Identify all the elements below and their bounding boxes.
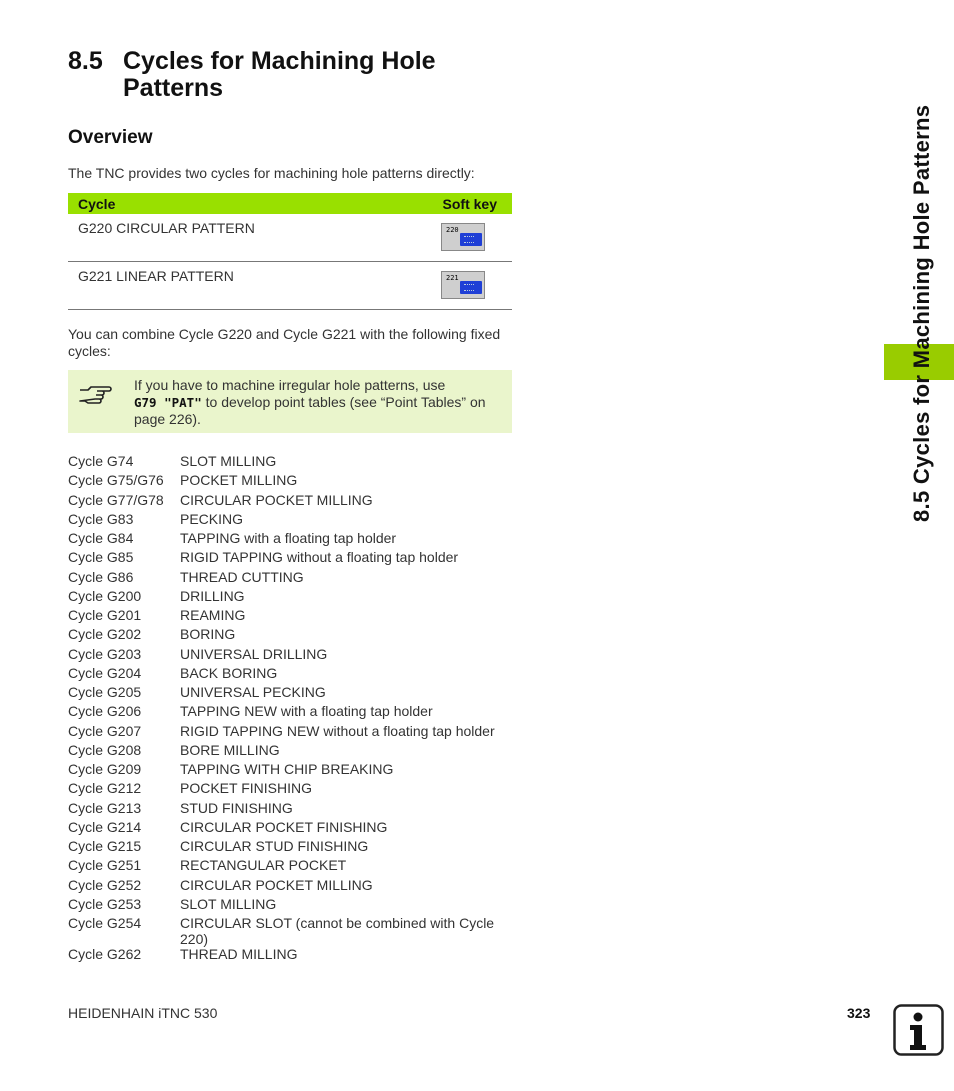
cycle-name: RIGID TAPPING without a floating tap holder bbox=[180, 549, 459, 566]
cycle-name: REAMING bbox=[180, 607, 246, 623]
cycle-name: RECTANGULAR POCKET bbox=[180, 857, 347, 874]
cycle-number: Cycle G252 bbox=[68, 876, 142, 893]
cycle-row bbox=[68, 473, 518, 492]
cycle-name: SLOT MILLING bbox=[180, 453, 277, 469]
cycle-name: TAPPING WITH CHIP BREAKING bbox=[180, 761, 394, 777]
workpiece-block-icon bbox=[460, 281, 482, 294]
cycle-number: Cycle G201 bbox=[68, 607, 142, 623]
note-code: G79 "PAT" bbox=[134, 394, 202, 410]
pointing-hand-icon bbox=[78, 378, 112, 408]
footer-product: HEIDENHAIN iTNC 530 bbox=[68, 1005, 218, 1021]
cycle-number: Cycle G202 bbox=[68, 626, 142, 643]
cycle-number: Cycle G74 bbox=[68, 453, 134, 469]
cycle-row bbox=[68, 608, 518, 627]
cycle-name: CIRCULAR STUD FINISHING bbox=[180, 838, 369, 854]
cycle-name: UNIVERSAL DRILLING bbox=[180, 645, 328, 662]
cycle-row bbox=[68, 781, 518, 800]
workpiece-block-icon bbox=[460, 233, 482, 246]
cycle-number: Cycle G214 bbox=[68, 818, 142, 835]
overview-heading: Overview bbox=[68, 127, 153, 148]
cycle-name: THREAD MILLING bbox=[180, 946, 298, 962]
cycle-number: Cycle G213 bbox=[68, 799, 142, 816]
cycle-number: Cycle G84 bbox=[68, 530, 134, 546]
cycle-row bbox=[68, 743, 518, 762]
section-number: 8.5 bbox=[68, 47, 103, 75]
cycle-number: Cycle G251 bbox=[68, 857, 142, 874]
side-tab-title: 8.5 Cycles for Machining Hole Patterns bbox=[909, 104, 934, 522]
cycle-number: Cycle G208 bbox=[68, 741, 142, 758]
linear-pattern-softkey-icon bbox=[441, 271, 485, 299]
header-cycle: Cycle bbox=[78, 195, 116, 212]
cycle-name: BORE MILLING bbox=[180, 741, 280, 758]
cycles-list bbox=[68, 454, 518, 966]
cycle-row bbox=[68, 512, 518, 531]
cycle-name: STUD FINISHING bbox=[180, 799, 293, 816]
cycle-name: PECKING bbox=[180, 510, 244, 527]
intro-paragraph: The TNC provides two cycles for machining hole patterns directly: bbox=[68, 165, 475, 181]
cycle-number: Cycle G200 bbox=[68, 587, 142, 604]
note-text bbox=[134, 377, 506, 428]
cycle-row bbox=[68, 570, 518, 589]
cycle-number: Cycle G204 bbox=[68, 664, 142, 681]
cycle-row bbox=[68, 897, 518, 916]
cycle-row bbox=[68, 685, 518, 704]
header-softkey: Soft key bbox=[442, 195, 497, 212]
cycle-name: THREAD CUTTING bbox=[180, 568, 304, 585]
cycle-number: Cycle G254 bbox=[68, 915, 142, 931]
cycle-row bbox=[68, 493, 518, 512]
softkey-row-label: G221 LINEAR PATTERN bbox=[78, 268, 234, 284]
cycle-name: POCKET FINISHING bbox=[180, 780, 312, 797]
cycle-name: BACK BORING bbox=[180, 664, 278, 681]
section-title-text: Cycles for Machining Hole Patterns bbox=[123, 47, 436, 102]
softkey-table bbox=[68, 193, 512, 310]
cycle-row bbox=[68, 724, 518, 743]
circular-pattern-softkey-icon bbox=[441, 223, 485, 251]
cycle-number: Cycle G77/G78 bbox=[68, 491, 164, 508]
cycle-row bbox=[68, 531, 518, 550]
cycle-name: DRILLING bbox=[180, 587, 245, 604]
cycle-number: Cycle G83 bbox=[68, 510, 134, 527]
cycle-number: Cycle G85 bbox=[68, 549, 134, 566]
cycle-number: Cycle G215 bbox=[68, 838, 142, 854]
softkey-row bbox=[68, 262, 512, 310]
cycle-row bbox=[68, 666, 518, 685]
cycle-number: Cycle G207 bbox=[68, 722, 142, 739]
note-text-after: to develop point tables (see “Point Tables” on page 226). bbox=[134, 393, 486, 427]
page-number: 323 bbox=[847, 1005, 871, 1021]
cycle-row bbox=[68, 627, 518, 646]
cycle-row bbox=[68, 947, 518, 966]
cycle-number: Cycle G212 bbox=[68, 780, 142, 797]
cycle-row bbox=[68, 916, 518, 947]
cycle-name: CIRCULAR POCKET MILLING bbox=[180, 491, 373, 508]
cycle-name: TAPPING with a floating tap holder bbox=[180, 530, 397, 546]
cycle-row bbox=[68, 858, 518, 877]
cycle-number: Cycle G206 bbox=[68, 703, 142, 720]
cycle-number: Cycle G209 bbox=[68, 761, 142, 777]
cycle-number: Cycle G262 bbox=[68, 946, 142, 962]
softkey-row-label: G220 CIRCULAR PATTERN bbox=[78, 220, 255, 236]
cycle-row bbox=[68, 801, 518, 820]
cycle-name: CIRCULAR POCKET MILLING bbox=[180, 876, 373, 893]
note-box bbox=[68, 370, 512, 433]
cycle-row bbox=[68, 550, 518, 569]
cycle-name: CIRCULAR SLOT (cannot be combined with Cycle 220) bbox=[180, 915, 495, 947]
cycle-row bbox=[68, 704, 518, 723]
cycle-name: TAPPING NEW with a floating tap holder bbox=[180, 703, 433, 720]
cycle-number: Cycle G205 bbox=[68, 684, 142, 700]
cycle-row bbox=[68, 762, 518, 781]
combine-paragraph: You can combine Cycle G220 and Cycle G221 with the following fixed cycles: bbox=[68, 326, 501, 359]
info-icon bbox=[893, 1004, 944, 1056]
cycle-row bbox=[68, 878, 518, 897]
cycle-name: SLOT MILLING bbox=[180, 895, 277, 912]
cycle-row bbox=[68, 820, 518, 839]
cycle-number: Cycle G75/G76 bbox=[68, 472, 164, 489]
cycle-row bbox=[68, 647, 518, 666]
cycle-name: BORING bbox=[180, 626, 236, 643]
cycle-name: POCKET MILLING bbox=[180, 472, 298, 489]
cycle-name: CIRCULAR POCKET FINISHING bbox=[180, 818, 388, 835]
cycle-number: Cycle G203 bbox=[68, 645, 142, 662]
softkey-code: 221 bbox=[446, 274, 459, 282]
cycle-number: Cycle G253 bbox=[68, 895, 142, 912]
cycle-row bbox=[68, 839, 518, 858]
cycle-number: Cycle G86 bbox=[68, 568, 134, 585]
cycle-name: UNIVERSAL PECKING bbox=[180, 684, 326, 700]
softkey-table-header bbox=[68, 193, 512, 214]
note-text-before: If you have to machine irregular hole patterns, use bbox=[134, 377, 446, 393]
softkey-row bbox=[68, 214, 512, 262]
cycle-row bbox=[68, 454, 518, 473]
softkey-code: 220 bbox=[446, 226, 459, 234]
cycle-row bbox=[68, 589, 518, 608]
cycle-name: RIGID TAPPING NEW without a floating tap holder bbox=[180, 722, 495, 739]
